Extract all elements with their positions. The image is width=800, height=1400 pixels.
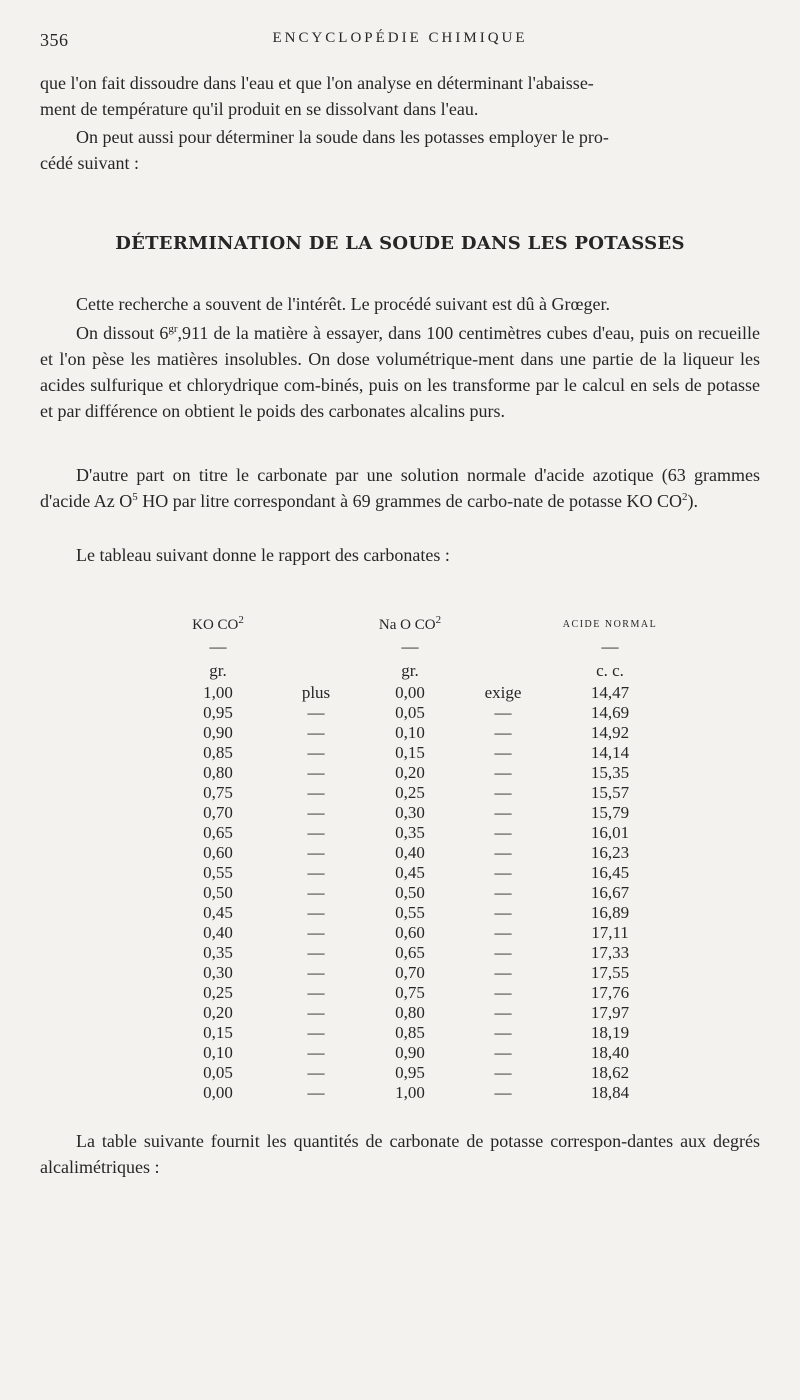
section-title: DÉTERMINATION DE LA SOUDE DANS LES POTASSES — [115, 233, 685, 254]
gram-unit-superscript: gr — [168, 323, 178, 335]
cell-acide-normal: 16,45 — [590, 863, 630, 882]
header-nao-co2-label: Na O CO — [378, 617, 436, 633]
cell-nao-co2: 0,65 — [395, 943, 425, 962]
header-acide-normal: ACIDE NORMAL — [562, 619, 658, 630]
cell-nao-co2: 0,55 — [395, 903, 425, 922]
cell-acide-normal: 18,40 — [590, 1043, 630, 1062]
table-row — [150, 683, 750, 703]
cell-separator: — — [307, 923, 325, 942]
cell-acide-normal: 17,11 — [591, 923, 629, 942]
table-row — [150, 903, 750, 923]
table-row — [150, 743, 750, 763]
cell-separator: exige — [484, 683, 522, 702]
cell-ko-co2: 0,00 — [203, 1083, 233, 1102]
cell-separator: — — [494, 883, 512, 902]
cell-acide-normal: 16,01 — [590, 823, 630, 842]
cell-acide-normal: 14,47 — [590, 683, 630, 702]
carbonate-superscript: 2 — [682, 491, 688, 503]
cell-nao-co2: 0,10 — [395, 723, 425, 742]
cell-separator: — — [307, 803, 325, 822]
cell-nao-co2: 1,00 — [395, 1083, 425, 1102]
cell-separator: — — [307, 783, 325, 802]
cell-separator: — — [494, 723, 512, 742]
unit-gr-nao: gr. — [401, 661, 419, 680]
cell-separator: — — [307, 863, 325, 882]
table-body — [150, 683, 750, 1103]
cell-acide-normal: 18,84 — [590, 1083, 630, 1102]
table-row — [150, 783, 750, 803]
header-nao-co2-superscript: 2 — [435, 614, 442, 626]
cell-separator: — — [494, 743, 512, 762]
carbonate-ratio-table — [150, 615, 750, 1103]
cell-ko-co2: 0,85 — [203, 743, 233, 762]
cell-nao-co2: 0,30 — [395, 803, 425, 822]
table-row — [150, 863, 750, 883]
cell-separator: — — [307, 843, 325, 862]
cell-separator: — — [494, 1043, 512, 1062]
cell-acide-normal: 17,33 — [590, 943, 630, 962]
header-ko-co2-label: KO CO — [192, 617, 239, 633]
cell-ko-co2: 0,50 — [203, 883, 233, 902]
paragraph-dissolution-text-b: ,911 de la matière à essayer, dans 100 centimètres cubes d'eau, puis on recueille et l'on pèse les matières insolubles. On dose volumétrique-ment dans une partie de la liqueur les acides sulfurique et chlorydrique com-binés, puis on les transforme par le calcul en sels de potasse et par différence on obtient le poids des carbonates alcalins purs. — [40, 323, 760, 421]
cell-ko-co2: 0,95 — [203, 703, 233, 722]
cell-separator: — — [307, 1063, 325, 1082]
cell-ko-co2: 0,75 — [203, 783, 233, 802]
page-number: 356 — [40, 30, 69, 50]
cell-nao-co2: 0,80 — [395, 1003, 425, 1022]
header-ko-co2 — [170, 615, 266, 635]
cell-separator: — — [307, 1043, 325, 1062]
cell-acide-normal: 18,19 — [590, 1023, 630, 1042]
cell-nao-co2: 0,20 — [395, 763, 425, 782]
table-row — [150, 943, 750, 963]
cell-ko-co2: 0,80 — [203, 763, 233, 782]
paragraph-dissolution-text-a: On dissout 6 — [76, 323, 169, 343]
table-row — [150, 763, 750, 783]
cell-nao-co2: 0,00 — [395, 683, 425, 702]
table-row — [150, 923, 750, 943]
table-row — [150, 1043, 750, 1063]
cell-separator: — — [494, 963, 512, 982]
header-dash: — — [601, 637, 619, 656]
cell-acide-normal: 14,69 — [590, 703, 630, 722]
cell-ko-co2: 0,05 — [203, 1063, 233, 1082]
running-title: ENCYCLOPÉDIE CHIMIQUE — [272, 30, 528, 46]
cell-nao-co2: 0,70 — [395, 963, 425, 982]
cell-separator: — — [307, 743, 325, 762]
cell-separator: — — [494, 803, 512, 822]
table-dash-row — [150, 637, 750, 661]
cell-separator: — — [494, 923, 512, 942]
table-row — [150, 823, 750, 843]
cell-nao-co2: 0,40 — [395, 843, 425, 862]
cell-separator: — — [494, 823, 512, 842]
oxide-superscript: 5 — [132, 491, 138, 503]
page-header — [40, 30, 760, 54]
cell-nao-co2: 0,60 — [395, 923, 425, 942]
cell-separator: — — [494, 843, 512, 862]
table-row — [150, 883, 750, 903]
cell-acide-normal: 16,23 — [590, 843, 630, 862]
cell-nao-co2: 0,85 — [395, 1023, 425, 1042]
table-row — [150, 723, 750, 743]
cell-separator: — — [494, 1023, 512, 1042]
cell-nao-co2: 0,50 — [395, 883, 425, 902]
cell-separator: — — [494, 763, 512, 782]
paragraph-dissolution — [40, 320, 760, 424]
table-row — [150, 843, 750, 863]
procedure-intro-paragraph — [40, 124, 760, 176]
paragraph-table-intro: Le tableau suivant donne le rapport des carbonates : — [76, 545, 450, 565]
cell-separator: — — [494, 903, 512, 922]
closing-paragraph: La table suivante fournit les quantités de carbonate de potasse correspon-dantes aux degrés alcalimétriques : — [40, 1131, 760, 1177]
cell-ko-co2: 0,90 — [203, 723, 233, 742]
cell-nao-co2: 0,05 — [395, 703, 425, 722]
cell-ko-co2: 0,35 — [203, 943, 233, 962]
cell-separator: — — [494, 1063, 512, 1082]
cell-separator: plus — [301, 683, 331, 702]
cell-separator: — — [494, 1003, 512, 1022]
cell-separator: — — [494, 783, 512, 802]
cell-separator: — — [494, 1083, 512, 1102]
cell-nao-co2: 0,35 — [395, 823, 425, 842]
cell-ko-co2: 0,25 — [203, 983, 233, 1002]
cell-acide-normal: 16,89 — [590, 903, 630, 922]
intro-line-1: que l'on fait dissoudre dans l'eau et que l'on analyse en déterminant l'abaisse- — [40, 73, 594, 93]
cell-acide-normal: 18,62 — [590, 1063, 630, 1082]
cell-ko-co2: 0,15 — [203, 1023, 233, 1042]
cell-nao-co2: 0,95 — [395, 1063, 425, 1082]
paragraph-titration-text-a: D'autre part on titre le carbonate par une solution normale d'acide azotique (63 grammes d'acide Az O — [40, 465, 760, 511]
cell-nao-co2: 0,75 — [395, 983, 425, 1002]
unit-cc: c. c. — [596, 661, 624, 680]
cell-separator: — — [307, 723, 325, 742]
cell-ko-co2: 0,70 — [203, 803, 233, 822]
cell-ko-co2: 0,40 — [203, 923, 233, 942]
cell-acide-normal: 17,55 — [590, 963, 630, 982]
cell-acide-normal: 17,76 — [590, 983, 630, 1002]
cell-acide-normal: 15,57 — [590, 783, 630, 802]
cell-separator: — — [307, 763, 325, 782]
unit-gr-ko: gr. — [209, 661, 227, 680]
paragraph-titration-text-b: HO par litre correspondant à 69 grammes de carbo-nate de potasse KO CO — [137, 491, 683, 511]
table-row — [150, 803, 750, 823]
cell-separator: — — [307, 963, 325, 982]
paragraph-research: Cette recherche a souvent de l'intérêt. Le procédé suivant est dû à Grœger. — [76, 294, 611, 314]
table-row — [150, 1003, 750, 1023]
table-row — [150, 1023, 750, 1043]
cell-separator: — — [307, 1083, 325, 1102]
cell-acide-normal: 16,67 — [590, 883, 630, 902]
table-row — [150, 1083, 750, 1103]
header-dash: — — [209, 637, 227, 656]
cell-acide-normal: 15,79 — [590, 803, 630, 822]
procedure-intro-line-2: cédé suivant : — [40, 153, 139, 173]
cell-ko-co2: 0,10 — [203, 1043, 233, 1062]
cell-ko-co2: 0,20 — [203, 1003, 233, 1022]
header-dash: — — [401, 637, 419, 656]
cell-acide-normal: 15,35 — [590, 763, 630, 782]
cell-separator: — — [494, 983, 512, 1002]
cell-ko-co2: 0,65 — [203, 823, 233, 842]
table-unit-row — [150, 661, 750, 683]
intro-line-2: ment de température qu'il produit en se dissolvant dans l'eau. — [40, 99, 479, 119]
procedure-intro-line-1: On peut aussi pour déterminer la soude dans les potasses employer le pro- — [76, 127, 609, 147]
cell-separator: — — [307, 943, 325, 962]
cell-ko-co2: 1,00 — [203, 683, 233, 702]
cell-ko-co2: 0,45 — [203, 903, 233, 922]
cell-separator: — — [307, 983, 325, 1002]
table-row — [150, 703, 750, 723]
cell-nao-co2: 0,45 — [395, 863, 425, 882]
cell-ko-co2: 0,60 — [203, 843, 233, 862]
paragraph-titration — [40, 462, 760, 514]
cell-separator: — — [307, 1023, 325, 1042]
cell-ko-co2: 0,55 — [203, 863, 233, 882]
cell-separator: — — [307, 823, 325, 842]
cell-separator: — — [494, 943, 512, 962]
cell-nao-co2: 0,90 — [395, 1043, 425, 1062]
table-row — [150, 983, 750, 1003]
cell-acide-normal: 17,97 — [590, 1003, 630, 1022]
header-ko-co2-superscript: 2 — [238, 614, 244, 626]
paragraph-titration-text-c: ). — [687, 491, 699, 511]
cell-ko-co2: 0,30 — [203, 963, 233, 982]
cell-separator: — — [307, 883, 325, 902]
table-row — [150, 1063, 750, 1083]
intro-paragraph — [40, 70, 760, 122]
cell-separator: — — [307, 1003, 325, 1022]
cell-separator: — — [494, 863, 512, 882]
header-nao-co2 — [360, 615, 460, 635]
table-row — [150, 963, 750, 983]
cell-acide-normal: 14,14 — [590, 743, 630, 762]
cell-nao-co2: 0,25 — [395, 783, 425, 802]
cell-separator: — — [494, 703, 512, 722]
cell-separator: — — [307, 703, 325, 722]
cell-separator: — — [307, 903, 325, 922]
cell-nao-co2: 0,15 — [395, 743, 425, 762]
table-header-row — [150, 615, 750, 637]
cell-acide-normal: 14,92 — [590, 723, 630, 742]
